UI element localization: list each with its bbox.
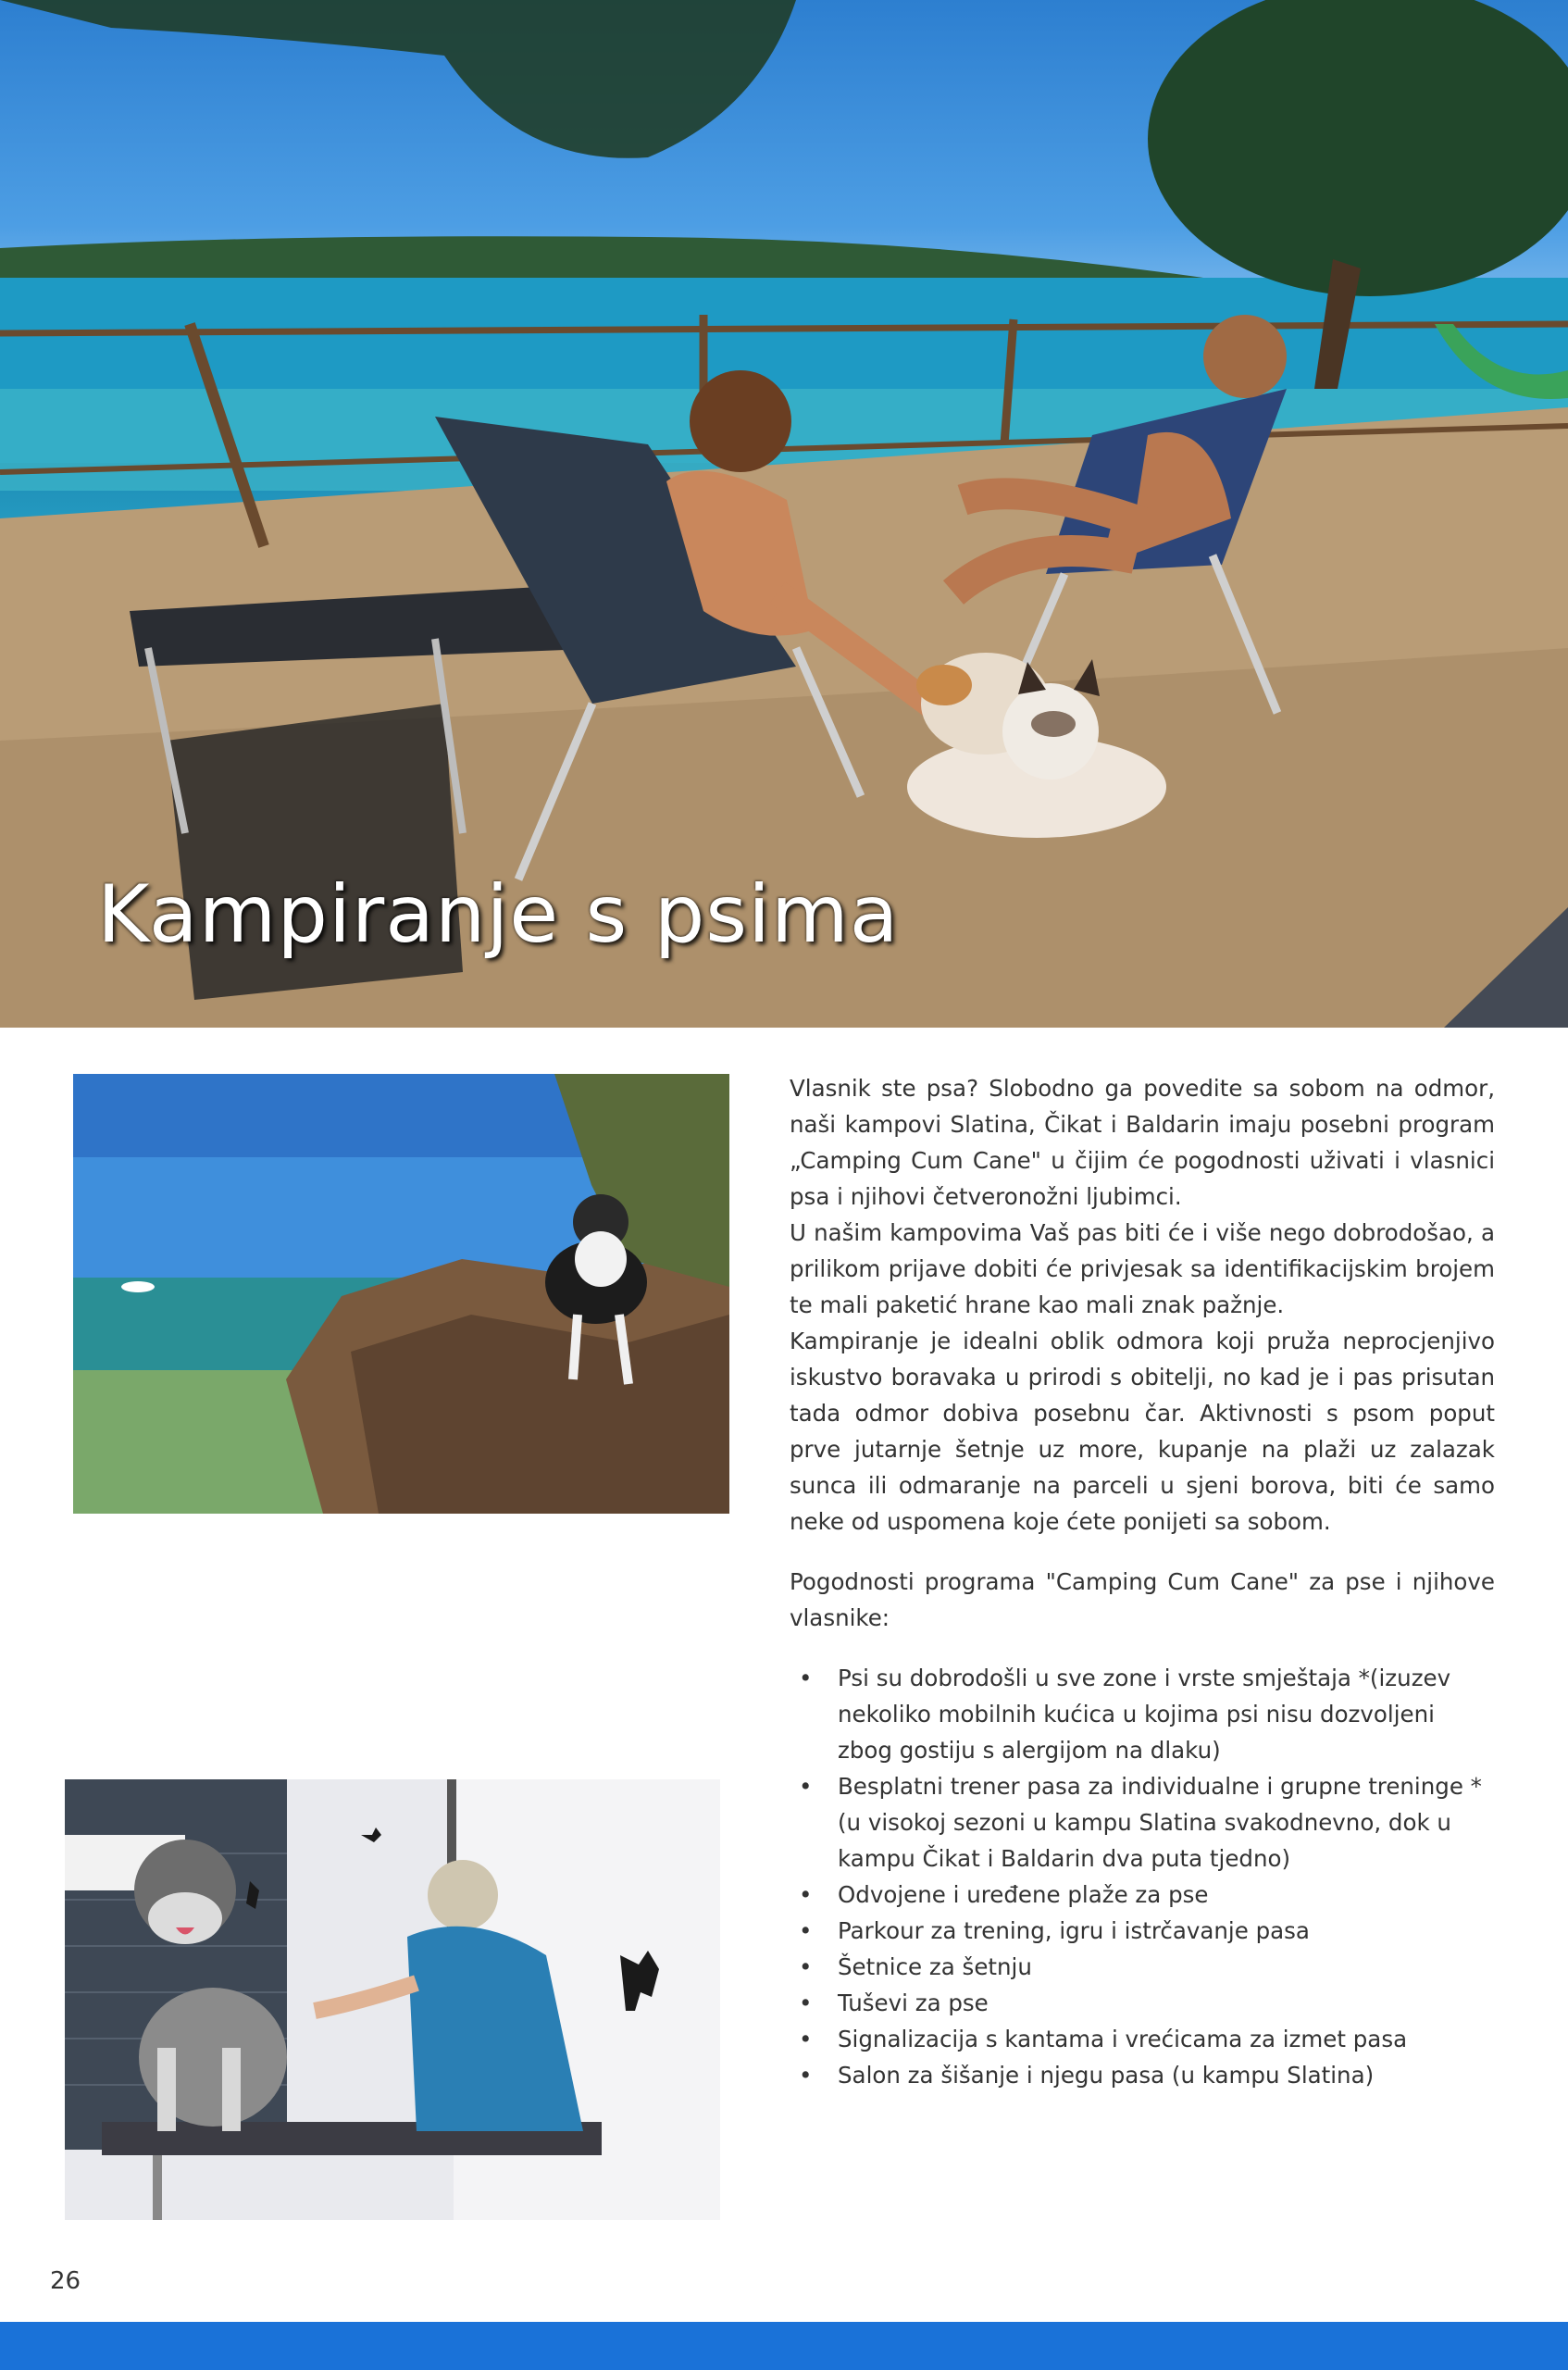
page-title: Kampiranje s psima [97,868,900,961]
list-item: • Psi su dobrodošli u sve zone i vrste smještaja *(izuzev nekoliko mobilnih kućica u kojima psi nisu dozvoljeni zbog gostiju s alergijom na dlaku) [790,1660,1495,1768]
footer-bar [0,2322,1568,2370]
list-item: • Šetnice za šetnju [790,1949,1495,1985]
list-item: • Parkour za trening, igru i istrčavanje pasa [790,1913,1495,1949]
welcome-paragraph: U našim kampovima Vaš pas biti će i više nego dobrodošao, a prilikom prijave dobiti će privjesak sa identifikacijskim brojem te mali paketić hrane kao mali znak pažnje. [790,1219,1495,1318]
intro-paragraph: Vlasnik ste psa? Slobodno ga povedite sa sobom na odmor, naši kampovi Slatina, Čikat i Baldarin imaju posebni program „Camping Cum Cane" u čijim će pogodnosti uživati i vlasnici psa i njihovi četveronožni ljubimci. [790,1075,1495,1210]
coast-dog-photo [73,1074,729,1514]
grooming-salon-photo [65,1779,720,2220]
hero-photo [0,0,1568,1028]
dog-on-coastal-rocks-photo-icon [73,1074,729,1514]
benefits-list [790,1660,1495,2093]
article-body [790,1070,1495,2093]
dog-grooming-salon-photo-icon [65,1779,720,2220]
list-item: • Odvojene i uređene plaže za pse [790,1877,1495,1913]
benefits-intro: Pogodnosti programa "Camping Cum Cane" za pse i njihove vlasnike: [790,1568,1495,1631]
page-number: 26 [50,2267,81,2295]
list-item: • Tuševi za pse [790,1985,1495,2021]
list-item: • Signalizacija s kantama i vrećicama za izmet pasa [790,2021,1495,2057]
list-item: • Salon za šišanje i njegu pasa (u kampu Slatina) [790,2057,1495,2093]
activities-paragraph: Kampiranje je idealni oblik odmora koji pruža neprocjenjivo iskustvo boravaka u prirodi s obitelji, no kad je i pas prisutan tada odmor dobiva posebnu čar. Aktivnosti s psom poput prve jutarnje šetnje uz more, kupanje na plaži uz zalazak sunca ili odmaranje na parceli u sjeni borova, biti će samo neke od uspomena koje ćete ponijeti sa sobom. [790,1328,1495,1535]
list-item: • Besplatni trener pasa za individualne i grupne treninge *(u visokoj sezoni u kampu Slatina svakodnevno, dok u kampu Čikat i Baldarin dva puta tjedno) [790,1768,1495,1877]
